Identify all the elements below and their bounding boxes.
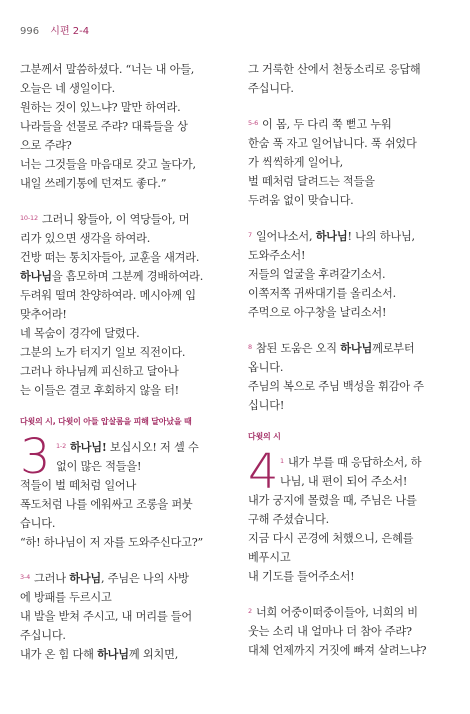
text-line: 그분께서 말씀하셨다. “너는 내 아들, [20,63,195,76]
left-column [20,60,232,680]
verse-number: 1-2 [56,442,67,450]
text-line [248,452,454,472]
psalm-number: 4 [248,444,279,500]
verse-text: 그러나 [34,572,70,585]
divine-name: 하나님 [315,229,348,243]
text-line: 십니다! [248,399,285,412]
text-line: 내가 궁지에 몰렸을 때, 주님은 나를 [248,494,417,507]
verse-number: 8 [248,343,252,351]
text-line: 도와주소서! [248,249,306,262]
verse-block-continuation [248,60,454,98]
text-line: 웃는 소리 내 얼마나 더 참아 주랴? [248,625,412,638]
text-line: 이쪽저쪽 귀싸대기를 올리소서. [248,287,396,300]
verse-text: 께 외치면, [128,648,179,661]
psalm-3-title: 다윗의 시, 다윗이 아들 압살롬을 피해 달아났을 때 [20,417,192,426]
text-line: 내 발을 받쳐 주시고, 내 머리를 들어 [20,610,192,623]
divine-name: 하나님 [340,341,373,355]
text-line: 주십니다. [20,629,66,642]
page-number: 996 [20,26,40,37]
psalm-3-verse-3-4 [20,568,232,664]
text-line: 너는 그것들을 마음대로 갖고 놀다가, [20,158,196,171]
text-line [20,645,232,664]
text-line: 나님, 내 편이 되어 주소서! [280,475,408,488]
text-line [20,267,232,286]
verse-text: 께로부터 [372,342,415,355]
psalm-4-verse-2 [248,602,454,660]
right-column [248,60,454,676]
text-line [20,568,232,588]
text-line: 옵니다. [248,361,284,374]
verse-text: 내가 부를 때 응답하소서, 하 [287,456,422,469]
psalm-4-title: 다윗의 시 [248,432,281,441]
verse-text: ! 나의 하나님, [347,230,415,243]
verse-number: 1 [280,457,284,465]
text-line: 원하는 것이 있느냐? 말만 하여라. [20,101,181,114]
text-line: 한숨 푹 자고 일어납니다. 푹 쉬었다 [248,137,417,150]
text-line [20,209,232,229]
verse-text: 이 몸, 두 다리 쭉 뻗고 누워 [262,118,392,131]
text-line: 가 씩씩하게 일어나, [248,156,343,169]
text-line: 내 기도를 들어주소서! [248,570,355,583]
verse-block-continuation [20,60,232,193]
text-line: 맞추어라! [20,308,67,321]
text-line: 지금 다시 곤경에 처했으니, 은혜를 [248,532,414,545]
text-line: 으로 주랴? [20,139,72,152]
text-line: 없이 많은 적들을! [56,460,142,473]
text-line: 주십니다. [248,82,294,95]
text-line: 적들이 벌 떼처럼 일어나 [20,479,137,492]
psalm-number: 3 [20,429,51,485]
verse-block-8 [248,338,454,415]
verse-block-7 [248,226,454,322]
text-line: 폭도처럼 나를 에워싸고 조롱을 퍼붓 [20,498,193,511]
text-line: “하! 하나님이 저 자를 도와주신다고?” [20,536,204,549]
divine-name: 하나님 [69,571,102,585]
text-line [248,602,454,622]
text-line: 나라들을 선물로 주랴? 대륙들을 상 [20,120,188,133]
text-line: 에 방패를 두르시고 [20,591,112,604]
text-line [248,338,454,358]
text-line: 저들의 얼굴을 후려갈기소서. [248,268,386,281]
psalm-4-verse-1 [248,444,454,586]
text-line: 그 거룩한 산에서 천둥소리로 응답해 [248,63,421,76]
verse-text: 일어나소서, [255,230,316,243]
text-line: 내일 쓰레기통에 던져도 좋다.” [20,177,167,190]
verse-number: 3-4 [20,573,31,581]
verse-number: 2 [248,607,252,615]
verse-number: 7 [248,231,252,239]
verse-text: 참된 도움은 오직 [255,342,341,355]
psalm-3-verse-1-2 [20,429,232,552]
verse-text: , 주님은 나의 사방 [101,572,189,585]
text-line: 는 이들은 결코 후회하지 않을 터! [20,384,179,397]
text-line [248,226,454,246]
text-line: 오늘은 네 생일이다. [20,82,115,95]
verse-text: 내가 온 힘 다해 [20,648,98,661]
verse-text: 너희 어중이떠중이들아, 너희의 비 [255,606,418,619]
text-line [20,437,232,457]
divine-name: 하나님! [70,440,107,454]
text-line: 두려움 없이 맞습니다. [248,194,354,207]
text-line: 주먹으로 아구창을 날리소서! [248,306,387,319]
text-line: 네 목숨이 경각에 달렸다. [20,327,140,340]
text-line: 그러나 하나님께 피신하고 달아나 [20,365,179,378]
verse-text: 을 흠모하며 그분께 경배하여라. [51,270,204,283]
text-line: 베푸시고 [248,551,291,564]
verse-number: 10-12 [20,214,38,222]
divine-name: 하나님 [20,269,52,283]
text-line: 습니다. [20,517,56,530]
text-line: 대체 언제까지 거짓에 빠져 살려느냐? [248,644,427,657]
page-header [20,22,89,37]
text-line: 리가 있으면 생각을 하여라. [20,232,151,245]
verse-text: 보십시오! 저 셀 수 [106,441,199,454]
verse-block-5-6 [248,114,454,210]
text-line: 두려워 떨며 찬양하여라. 메시아께 입 [20,289,196,302]
text-line [248,114,454,134]
text-line: 구해 주셨습니다. [248,513,329,526]
verse-block-10-12 [20,209,232,400]
text-line: 건방 떠는 통치자들아, 교훈을 새겨라. [20,251,200,264]
verse-number: 5-6 [248,119,259,127]
text-line: 주님의 복으로 주님 백성을 휘감아 주 [248,380,424,393]
text-line: 그분의 노가 터지기 일보 직전이다. [20,346,186,359]
divine-name: 하나님 [97,647,129,661]
chapter-reference: 시편 2-4 [50,26,90,37]
verse-text: 그러니 왕들아, 이 역당들아, 머 [41,213,190,226]
text-line: 벌 떼처럼 달려드는 적들을 [248,175,375,188]
